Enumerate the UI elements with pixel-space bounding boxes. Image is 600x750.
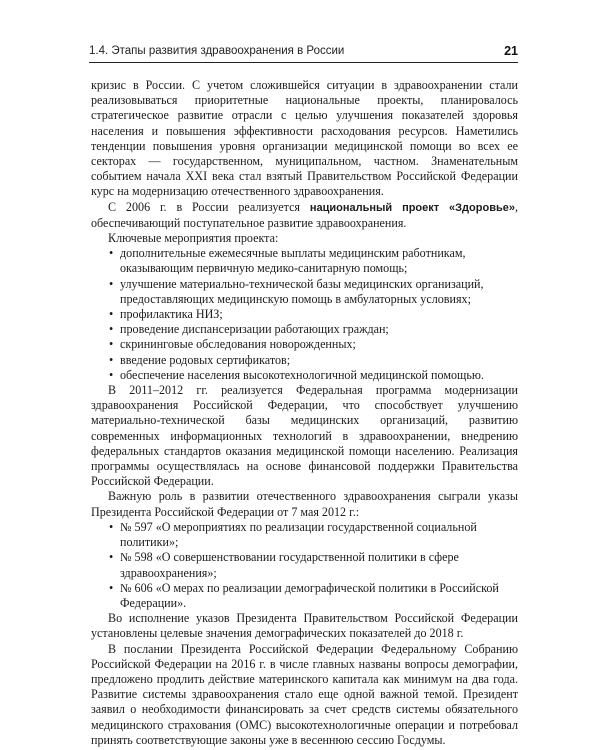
decree-item-text: № 606 «О мерах по реализации демографической политики в Российской Федерации». <box>120 580 499 610</box>
paragraph-text: С 2006 г. в России реализуется <box>108 199 310 214</box>
bullet-icon: • <box>109 352 114 367</box>
project-measures-list <box>91 246 518 383</box>
project-item-text: введение родовых сертификатов; <box>120 352 291 367</box>
list-intro: Ключевые мероприятия проекта: <box>108 231 279 246</box>
paragraph-health-project <box>91 200 518 231</box>
list-item <box>91 368 518 383</box>
list-item <box>91 520 518 550</box>
project-item-text: профилактика НИЗ; <box>120 307 223 322</box>
bullet-icon: • <box>109 337 114 352</box>
list-item <box>91 581 518 611</box>
list-item <box>91 353 518 368</box>
bullet-icon: • <box>109 307 114 322</box>
running-header <box>89 44 518 63</box>
list-item <box>91 337 518 352</box>
decree-item-text: № 597 «О мероприятиях по реализации государственной социальной политики»; <box>120 519 477 550</box>
list-item <box>91 322 518 337</box>
paragraph-presidential-address: В послании Президента Российской Федерации Федеральному Собранию Российской Федерации на 2016 г. в числе главных названы вопросы демографии, предложено продлить действие материнского капитала как минимум на два года. Развитие системы здравоохранения стало еще одной важной темой. Президент заявил о необходимости финансировать за счет средств системы обязательного медицинского страхования (ОМС) высокотехнологичные операции и потребовал принять соответствующие законы уже в весеннюю сессию Госдумы. <box>91 641 518 747</box>
bullet-icon: • <box>109 519 114 534</box>
project-name-bold: национальный проект «Здоровье» <box>309 201 515 214</box>
bullet-icon: • <box>109 322 114 337</box>
decree-item-text: № 598 «О совершенствовании государственной политики в сфере здравоохранения»; <box>120 550 459 580</box>
bullet-icon: • <box>109 550 114 565</box>
project-item-text: обеспечение населения высокотехнологичной медицинской помощью. <box>120 367 484 382</box>
bullet-icon: • <box>109 580 114 595</box>
list-item <box>91 246 518 276</box>
page-body <box>91 78 518 748</box>
project-item-text: скрининговые обследования новорожденных; <box>120 337 356 352</box>
paragraph-modernization: В 2011–2012 гг. реализуется Федеральная программа модернизации здравоохранения Российской Федерации, что способствует улучшению материально-технической базы медицинских организаций, развитию современных информационных технологий в здравоохранении, внедрению федеральных стандартов оказания медицинской помощи населению. Реализация программы осуществлялась на основе финансовой поддержки Правительства Российской Федерации. <box>91 383 518 489</box>
list-item <box>91 277 518 307</box>
paragraph-decrees-intro: Важную роль в развитии отечественного здравоохранения сыграли указы Президента Российской Федерации от 7 мая 2012 г.: <box>91 489 518 519</box>
decrees-list <box>91 520 518 611</box>
page-number: 21 <box>504 44 518 58</box>
paragraph-continued: кризис в России. С учетом сложившейся ситуации в здравоохранении стали реализовываться приоритетные национальные проекты, планировалось стратегическое развитие отрасли с целью улучшения показателей здоровья населения и повышения эффективности расходования ресурсов. Наметились тенденции повышения уровня организации медицинской помощи во всех ее секторах — государственном, муниципальном, частном. Знаменательным событием начала XXI века стал взятый Правительством Российской Федерации курс на модернизацию отечественного здравоохранения. <box>91 78 518 199</box>
list-item <box>91 550 518 580</box>
bullet-icon: • <box>109 246 114 261</box>
section-title: 1.4. Этапы развития здравоохранения в России <box>89 45 345 57</box>
paragraph-targets: Во исполнение указов Президента Правительством Российской Федерации установлены целевые значения демографических показателей до 2018 г. <box>91 611 518 641</box>
project-item-text: улучшение материально-технической базы медицинских организаций, предоставляющих медицинскую помощь в амбулаторных условиях; <box>120 276 484 306</box>
project-item-text: дополнительные ежемесячные выплаты медицинским работникам, оказывающим первичную медико-санитарную помощь; <box>120 246 466 276</box>
bullet-icon: • <box>109 276 114 291</box>
list-item <box>91 307 518 322</box>
bullet-icon: • <box>109 367 114 382</box>
project-item-text: проведение диспансеризации работающих граждан; <box>120 322 389 337</box>
paragraph-text: , обеспечивающий поступательное развитие здравоохранения. <box>91 199 518 230</box>
